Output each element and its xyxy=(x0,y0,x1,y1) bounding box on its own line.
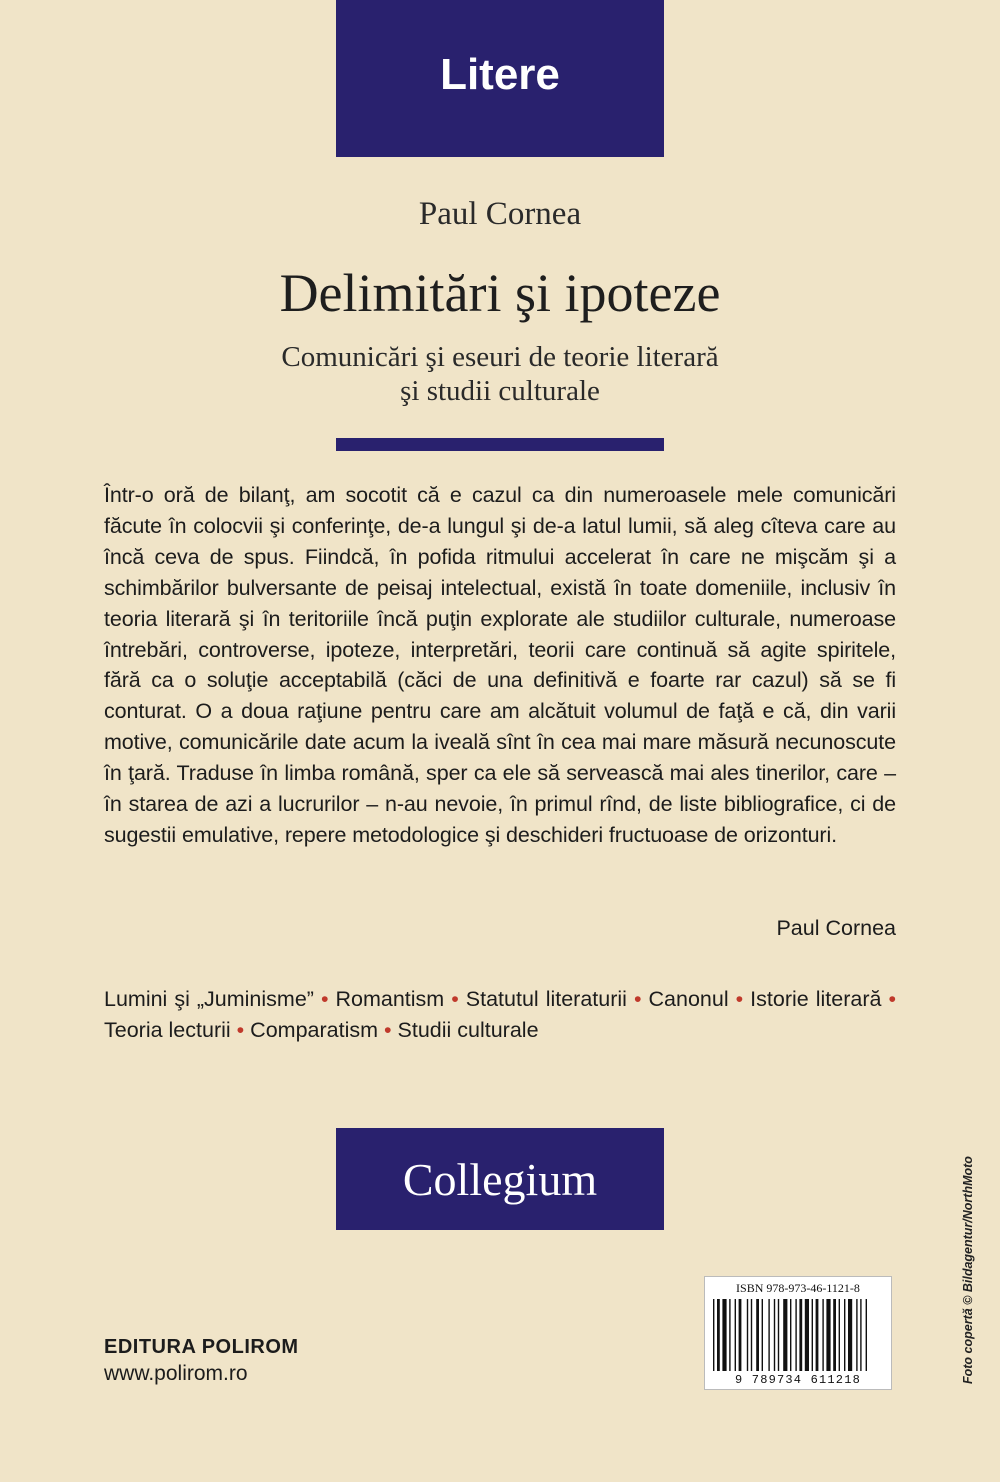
barcode-icon xyxy=(713,1299,885,1371)
book-subtitle xyxy=(0,340,1000,408)
keyword-item: Canonul xyxy=(648,987,729,1011)
bullet-icon: • xyxy=(320,987,329,1011)
series-banner xyxy=(336,0,664,157)
subtitle-line-1: Comunicări şi eseuri de teorie literară xyxy=(281,341,719,373)
series-label: Litere xyxy=(440,49,560,99)
bullet-icon: • xyxy=(888,987,896,1011)
keyword-item: Statutul literaturii xyxy=(465,987,627,1011)
divider-rule xyxy=(336,438,664,451)
isbn-label: ISBN 978-973-46-1121-8 xyxy=(736,1281,860,1295)
bullet-icon: • xyxy=(384,1017,392,1042)
keyword-item: Romantism xyxy=(335,987,445,1011)
publisher-website: www.polirom.ro xyxy=(104,1362,248,1385)
keyword-item: Istorie literară xyxy=(750,987,882,1011)
barcode-digits: 9 789734 611218 xyxy=(734,1373,862,1387)
keywords-list xyxy=(104,984,896,1046)
isbn-barcode xyxy=(704,1276,892,1390)
keyword-item: Teoria lecturii xyxy=(104,1017,231,1042)
blurb-signature: Paul Cornea xyxy=(776,916,896,940)
subtitle-line-2: şi studii culturale xyxy=(400,375,600,407)
bullet-icon: • xyxy=(633,987,642,1011)
keyword-item: Studii culturale xyxy=(397,1017,539,1042)
author-name: Paul Cornea xyxy=(418,196,582,232)
blurb-text: Într-o oră de bilanţ, am socotit că e cazul ca din numeroasele mele comunicări făcute în colocvii şi conferinţe, de-a lungul şi de-a latul lumii, să aleg cîteva care au încă ceva de spus. Fiindcă, în pofida ritmului accelerat în care ne mişcăm şi a schimbărilor bulversante de peisaj intelectual, există în toate domeniile, inclusiv în teoria literară şi în teritoriile încă puţin explorate ale studiilor culturale, numeroase întrebări, controverse, ipoteze, interpretări, teorii care continuă să agite spiritele, fără ca o soluţie acceptabilă (căci de una definitivă e foarte rar cazul) să se fi conturat. O a doua raţiune pentru care am alcătuit volumul de faţă e că, din varii motive, comunicările date acum la iveală sînt în cea mai mare măsură necunoscute în ţară. Traduse în limba română, sper ca ele să servească mai ales tinerilor, care – în starea de azi a lucrurilor – n-au nevoie, în primul rînd, de liste bibliografice, ci de sugestii emulative, repere metodologice şi deschideri fructuoase de orizonturi. xyxy=(104,483,896,847)
book-title: Delimitări şi ipoteze xyxy=(279,263,721,323)
collection-label: Collegium xyxy=(402,1153,598,1205)
photo-credit: Foto copertă © Bildagentur/NorthMoto xyxy=(961,1156,975,1384)
bullet-icon: • xyxy=(735,987,744,1011)
keyword-item: Comparatism xyxy=(250,1017,379,1042)
publisher-name: EDITURA POLIROM xyxy=(104,1336,299,1358)
bullet-icon: • xyxy=(451,987,459,1011)
collection-logo xyxy=(336,1128,664,1230)
bullet-icon: • xyxy=(236,1017,245,1042)
keyword-item: Lumini şi „Juminisme” xyxy=(104,987,314,1011)
